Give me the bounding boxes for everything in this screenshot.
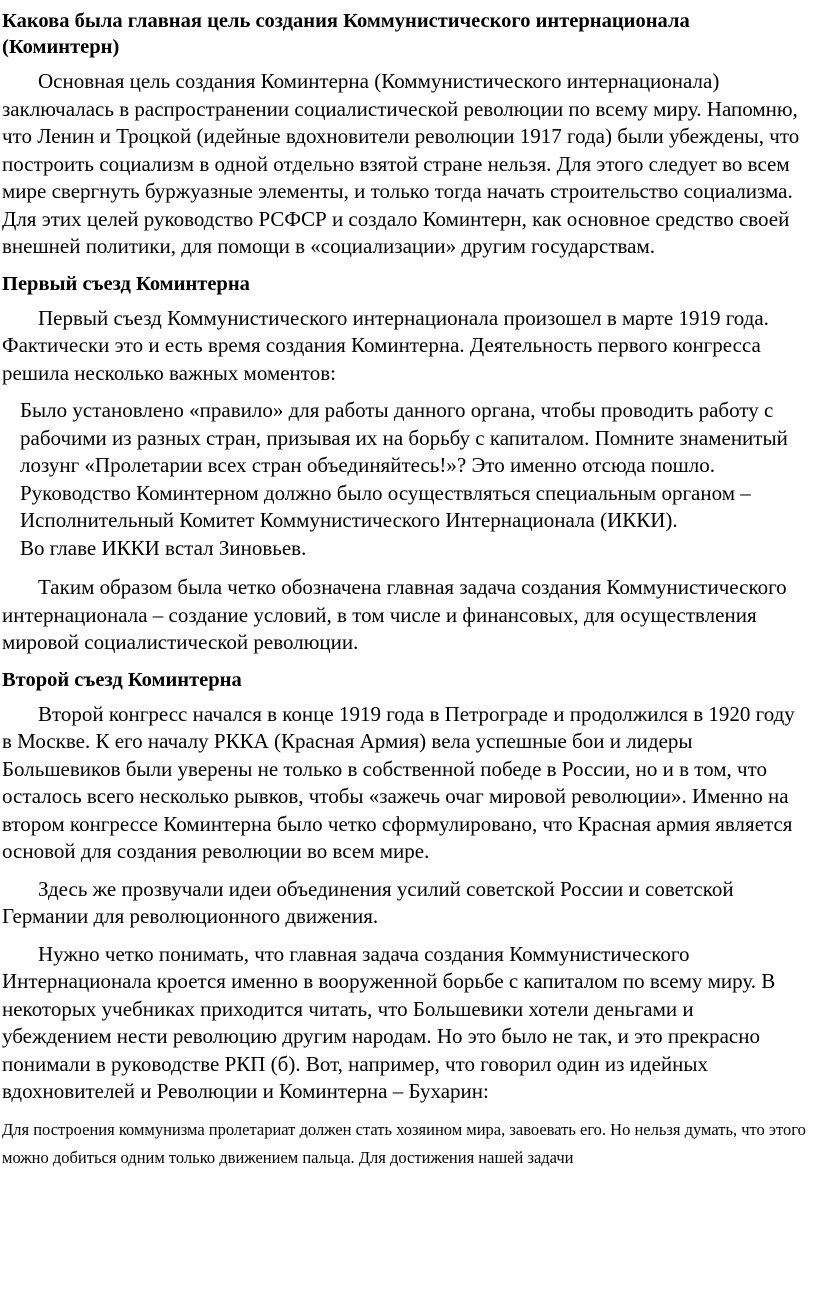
section2-paragraph: Нужно четко понимать, что главная задача создания Коммунистического Интернационала кроется именно в вооруженной борьбе с капиталом по всему миру. В некоторых учебниках приходится читать, что Большевики хотели деньгами и убеждением нести революцию другим народам. Но это было не так, и это прекрасно понимали в руководстве РКП (б). Вот, например, что говорил один из идейных вдохновителей и Революции и Коминтерна – Бухарин: bbox=[2, 941, 776, 1103]
main-heading: Какова была главная цель создания Коммунистического интернационала (Коминтерн) bbox=[2, 10, 690, 58]
section1-list bbox=[20, 397, 806, 562]
list-item: Во главе ИККИ встал Зиновьев. bbox=[20, 535, 307, 560]
section1-heading: Первый съезд Коминтерна bbox=[2, 272, 250, 295]
list-item: Было установлено «правило» для работы данного органа, чтобы проводить работу с рабочими из разных стран, призывая их на борьбу с капиталом. Помните знаменитый лозунг «Пролетарии всех стран объединяйтесь!»? Это именно отсюда пошло. bbox=[20, 398, 788, 477]
section2-paragraph: Здесь же прозвучали идеи объединения усилий советской России и советской Германии для революционного движения. bbox=[2, 876, 734, 928]
bukharin-quote: Для построения коммунизма пролетариат должен стать хозяином мира, завоевать его. Но нельзя думать, что этого можно добиться одним только движением пальца. Для достижения нашей задачи bbox=[2, 1119, 806, 1167]
section2-paragraph: Второй конгресс начался в конце 1919 года в Петрограде и продолжился в 1920 году в Москве. К его началу РККА (Красная Армия) вела успешные бои и лидеры Большевиков были уверены не только в собственной победе в России, но и в том, что осталось всего несколько рывков, чтобы «зажечь очаг мировой революции». Именно на втором конгрессе Коминтерна было четко сформулировано, что Красная армия является основой для создания революции во всем мире. bbox=[2, 701, 795, 863]
section1-paragraph: Первый съезд Коммунистического интернационала произошел в марте 1919 года. Фактически это и есть время создания Коминтерна. Деятельность первого конгресса решила несколько важных моментов: bbox=[2, 305, 769, 385]
intro-paragraph: Основная цель создания Коминтерна (Коммунистического интернационала) заключалась в распространении социалистической революции по всему миру. Напомню, что Ленин и Троцкой (идейные вдохновители революции 1917 года) были убеждены, что построить социализм в одной отдельно взятой стране нельзя. Для этого следует во всем мире свергнуть буржуазные элементы, и только тогда начать строительство социализма. Для этих целей руководство РСФСР и создало Коминтерн, как основное средство своей внешней политики, для помощи в «социализации» другим государствам. bbox=[2, 69, 800, 258]
section1-conclusion: Таким образом была четко обозначена главная задача создания Коммунистического интернационала – создание условий, в том числе и финансовых, для осуществления мировой социалистической революции. bbox=[2, 575, 787, 654]
list-item: Руководство Коминтерном должно было осуществляться специальным органом – Исполнительный Комитет Коммунистического Интернационала (ИККИ). bbox=[20, 480, 751, 532]
section2-heading: Второй съезд Коминтерна bbox=[2, 668, 242, 691]
